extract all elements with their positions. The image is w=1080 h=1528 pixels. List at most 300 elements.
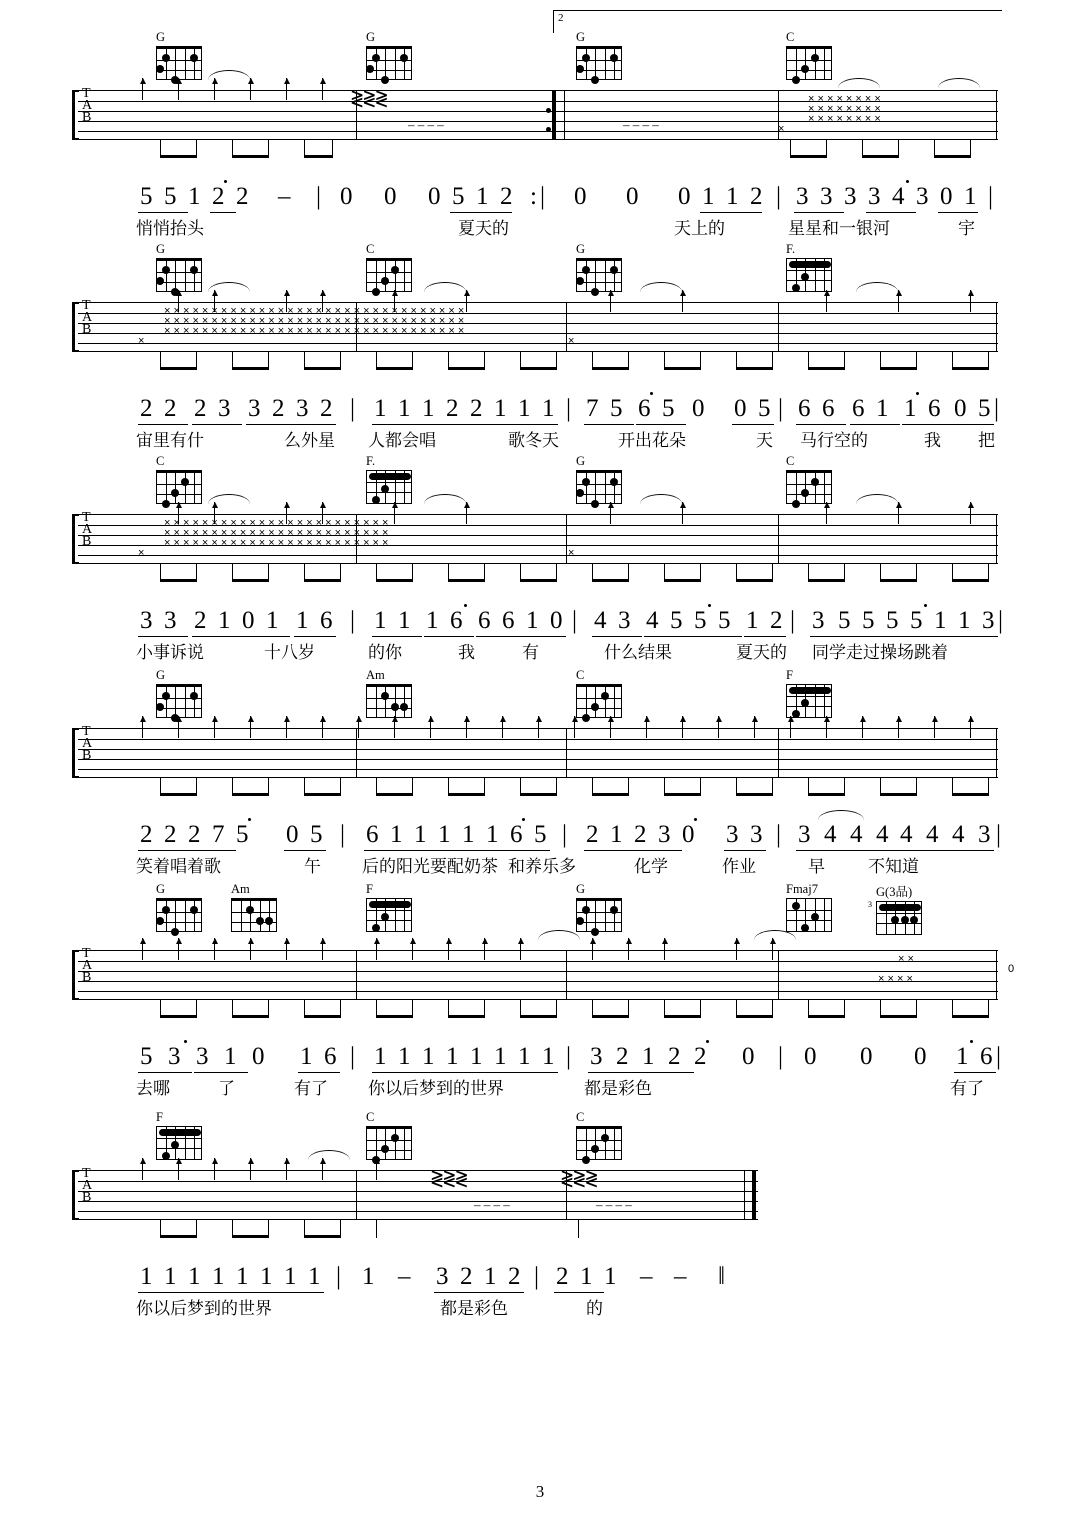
note-number: 5 [236,821,249,848]
note-number: 2 [750,183,763,210]
chord-name: G [156,882,166,896]
note-number: 0 [734,395,747,422]
rhythm-beam [448,1015,485,1018]
strum-arrow-up [772,938,773,960]
strum-arrow-up [142,938,143,960]
note-number: 1 [300,1043,313,1070]
note-number: 3 [844,183,857,210]
strum-arrow-up [178,716,179,738]
chord-diagram [576,454,622,504]
strum-arrow-up [286,290,287,312]
note-number: 5 [694,607,707,634]
note-number: 1 [284,1263,297,1290]
strum-arrow-up [214,78,215,100]
note-number: 2 [556,1263,569,1290]
note-number: 1 [266,607,279,634]
note-number: 6 [798,395,811,422]
note-number: 3 [812,607,825,634]
strum-arrow-up [394,502,395,524]
chord-diagram [366,454,412,504]
note-number: 1 [462,821,475,848]
note-number: 5 [140,183,153,210]
slur [856,494,898,504]
chord-diagram [156,1110,202,1160]
strum-arrow-up [430,716,431,738]
chord-diagram [156,454,202,504]
note-number: 1 [236,1263,249,1290]
note-number: 1 [904,395,917,422]
note-number: 6 [510,821,523,848]
strum-arrow-up [250,938,251,960]
mute-marks: × × × × × × × × × × × × × × × × × × × × × × × × [164,537,389,549]
note-number: 0 [252,1043,265,1070]
note-number: 6 [852,395,865,422]
chord-diagram [786,454,832,504]
note-number: 0 [742,1043,755,1070]
strum-arrow-up [862,716,863,738]
mute-mark: × [568,335,575,347]
rhythm-beam [448,579,485,582]
lyric: 么外星 [284,431,335,451]
rhythm-beam [232,579,269,582]
note-number: 2 [694,1043,707,1070]
lyric-row [78,430,998,454]
note-number: 3 [868,183,881,210]
rhythm-beam [808,579,845,582]
mute-marks: × × × × × × × × × × × × × × × × × × × × × × × × [164,517,389,529]
barline-text: | [776,183,782,210]
lyric: 宇 [958,219,975,239]
mute-marks: × × × × × × × × × × × × × × × × × × × × × × × × [164,527,389,539]
barline [564,90,565,140]
sustain-mark: – [278,183,291,210]
rhythm-beam [736,1015,773,1018]
note-number: 3 [168,1043,181,1070]
note-number: 5 [310,821,323,848]
strum-arrow-up [322,78,323,100]
strum-arrow-up [412,938,413,960]
barline [356,514,357,564]
rhythm-beam [952,367,989,370]
rhythm-beam [952,579,989,582]
rhythm-beam [160,793,197,796]
barline [566,728,567,778]
lyric: 悄悄抬头 [136,219,204,239]
chord-name: G [576,454,586,468]
note-number: 1 [414,821,427,848]
slur [938,78,980,88]
lyric: 你以后梦到的世界 [368,1079,504,1099]
lyric: 有 [522,643,539,663]
staff-brace [72,90,79,140]
chord-diagram [576,30,622,80]
mute-marks: × × × × × × × × × × × × × × × × × × × × × × × × × × × × × × × × [164,325,465,337]
note-number: 2 [188,821,201,848]
rhythm-beam [376,793,413,796]
strum-arrow-up [898,502,899,524]
note-number: 3 [820,183,833,210]
barline [996,302,997,352]
rhythm-beam [376,1015,413,1018]
sustain-mark: – [674,1263,687,1290]
note-number: 1 [260,1263,273,1290]
lyric: 了 [218,1079,235,1099]
chord-name: G(3品) [876,885,913,899]
number-notation-row [78,821,1002,848]
chord-name: G [576,242,586,256]
chord-diagram [366,30,412,80]
note-number: 3 [590,1043,603,1070]
chord-name: G [156,668,166,682]
strum-arrow-up [682,716,683,738]
rhythm-beam [160,1015,197,1018]
strum-arrow-up [538,716,539,738]
lyric-row [78,1298,998,1322]
arpeggio-squiggle: ≷≷≷ [560,1166,597,1191]
note-number: 2 [446,395,459,422]
note-number: 3 [218,395,231,422]
arpeggio-squiggle: ≷≷≷ [430,1166,467,1191]
note-number: 1 [212,1263,225,1290]
barline [778,950,779,1000]
rhythm-beam [448,793,485,796]
sustain-dash: – – – – [474,1197,510,1212]
strum-arrow-up [250,1158,251,1180]
barline-text: | [994,395,1000,422]
strum-arrow-up [322,502,323,524]
rhythm-beam [790,155,827,158]
rhythm-beam [862,155,899,158]
note-number: 6 [822,395,835,422]
rhythm-beam [664,1015,701,1018]
barline-text: | [778,1043,784,1070]
number-notation-row [78,607,1004,634]
strum-arrow-up [286,716,287,738]
note-number: 4 [876,821,889,848]
note-number: 6 [980,1043,993,1070]
chord-diagram [576,668,622,718]
note-number: 5 [886,607,899,634]
strum-arrow-up [214,716,215,738]
note-number: 1 [224,1043,237,1070]
note-number: 6 [320,607,333,634]
lyric: 的 [586,1299,603,1319]
lyric: 和养乐多 [508,857,576,877]
rhythm-beam [880,579,917,582]
strum-arrow-up [826,290,827,312]
strum-arrow-up [466,716,467,738]
barline-text: | [350,1043,356,1070]
note-number: 2 [164,821,177,848]
note-number: 0 [804,1043,817,1070]
note-number: 2 [586,821,599,848]
note-number: 1 [374,607,387,634]
sustain-dash: – – – – [408,117,444,132]
strum-arrow-up [610,290,611,312]
rhythm-beam [808,1015,845,1018]
rhythm-beam [952,1015,989,1018]
strum-arrow-up [214,290,215,312]
barline [566,514,567,564]
chord-name: G [576,882,586,896]
rhythm-beam [232,367,269,370]
strum-arrow-up [142,78,143,100]
rhythm-beam [934,155,971,158]
note-number: 1 [476,183,489,210]
tab-clef: T A B [82,298,93,337]
tab-staff [78,946,998,1000]
page-number: 3 [535,1482,545,1501]
chord-name: C [786,30,795,44]
note-number: 0 [940,183,953,210]
lyric: 你以后梦到的世界 [136,1299,272,1319]
chord-diagram [868,882,922,935]
barline [356,950,357,1000]
tab-clef: T A B [82,510,93,549]
rhythm-beam [160,155,197,158]
staff-brace [72,514,79,564]
chord-diagram [786,882,832,932]
strum-arrow-up [394,290,395,312]
note-number: 1 [518,1043,531,1070]
strum-arrow-up [286,502,287,524]
strum-arrow-up [574,716,575,738]
slur [208,282,250,292]
barline-text: | [790,607,796,634]
sustain-mark: – [398,1263,411,1290]
note-number: 0 [550,607,563,634]
strum-arrow-up [286,1158,287,1180]
note-number: 1 [726,183,739,210]
note-number: 1 [494,395,507,422]
strum-arrow-up [142,1158,143,1180]
strum-arrow-up [754,716,755,738]
note-number: 2 [272,395,285,422]
note-number: 5 [838,607,851,634]
chord-name: F [156,1110,163,1124]
lyric: 的你 [368,643,402,663]
note-number: 7 [586,395,599,422]
note-number: 0 [384,183,397,210]
barline-text: | [778,395,784,422]
barline-text: | [566,395,572,422]
note-number: 0 [914,1043,927,1070]
lyric: 马行空的 [800,431,868,451]
note-number: 6 [478,607,491,634]
rhythm-beam [160,579,197,582]
barline-text: | [562,821,568,848]
chord-name: G [156,242,166,256]
lyric: 后的阳光要配奶茶 [362,857,498,877]
strum-arrow-up [826,502,827,524]
strum-arrow-up [898,290,899,312]
note-number: 3 [164,607,177,634]
number-notation-row [78,184,998,210]
note-number: 4 [892,183,905,210]
strum-arrow-up [718,716,719,738]
strum-arrow-up [178,78,179,100]
chord-name: G [156,30,166,44]
note-number: 5 [452,183,465,210]
rhythm-beam [520,579,557,582]
barline-text: | [534,1263,540,1290]
note-number: 4 [824,821,837,848]
note-number: 2 [194,607,207,634]
note-number: 2 [194,395,207,422]
note-number: 2 [470,395,483,422]
slur [424,494,466,504]
strum-arrow-up [970,290,971,312]
lyric: 我 [924,431,941,451]
chord-name: C [576,668,585,682]
rhythm-stem [376,1220,377,1238]
strum-arrow-up [970,716,971,738]
lyric: 夏天的 [736,643,787,663]
note-number: 0 [682,821,695,848]
lyric: 去哪 [136,1079,170,1099]
note-number: 5 [862,607,875,634]
slur [640,282,682,292]
strum-arrow-up [466,502,467,524]
note-number: 3 [436,1263,449,1290]
chord-name: C [576,1110,585,1124]
strum-arrow-up [178,290,179,312]
slur [208,70,250,80]
barline [356,1170,357,1220]
note-number: 1 [526,607,539,634]
lyric: 都是彩色 [584,1079,652,1099]
note-number: 1 [422,1043,435,1070]
note-number: 1 [218,607,231,634]
rhythm-beam [304,793,341,796]
note-number: 3 [750,821,763,848]
lyric: 早 [808,857,825,877]
rhythm-beam [592,579,629,582]
note-number: 3 [796,183,809,210]
mute-mark: 0 [1008,963,1015,975]
barline [778,302,779,352]
note-number: 0 [692,395,705,422]
rhythm-beam [952,793,989,796]
note-number: 0 [860,1043,873,1070]
tab-clef: T A B [82,1166,93,1205]
note-number: 1 [188,1263,201,1290]
note-number: 1 [374,395,387,422]
note-number: 3 [982,607,995,634]
rhythm-beam [592,367,629,370]
lyric: 夏天的 [458,219,509,239]
lyric-row [78,856,998,880]
strum-arrow-up [322,716,323,738]
mute-mark: × [138,547,145,559]
chord-diagram [786,30,832,80]
chord-diagram [576,882,622,932]
chord-name: G [576,30,586,44]
rhythm-beam [160,1235,197,1238]
slur [424,282,466,292]
barline [566,1170,567,1220]
note-number: 6 [324,1043,337,1070]
note-number: 5 [534,821,547,848]
rhythm-beam [808,793,845,796]
note-number: 1 [308,1263,321,1290]
chord-diagram [576,242,622,292]
note-number: 2 [320,395,333,422]
note-number: 4 [952,821,965,848]
note-number: 5 [140,1043,153,1070]
strum-arrow-up [826,716,827,738]
note-number: 1 [518,395,531,422]
strum-arrow-up [286,78,287,100]
note-number: 0 [242,607,255,634]
arpeggio-squiggle: ≷≷≷ [350,86,387,111]
chord-name: C [366,242,375,256]
note-number: 0 [428,183,441,210]
note-number: 1 [438,821,451,848]
barline [996,90,997,140]
note-number: 4 [646,607,659,634]
barline-text: | [350,395,356,422]
lyric: 把 [978,431,995,451]
number-notation-row [78,396,998,422]
sustain-dash: – – – – [596,1197,632,1212]
note-number: 1 [958,607,971,634]
strum-arrow-up [214,1158,215,1180]
rhythm-beam [880,367,917,370]
note-number: 1 [580,1263,593,1290]
number-notation-row [78,1043,1002,1070]
barline-text: | [540,183,546,210]
chord-diagram [366,882,412,932]
chord-diagram [366,242,412,292]
note-number: 1 [956,1043,969,1070]
barline [356,302,357,352]
barline-text: | [988,183,994,210]
strum-arrow-up [376,938,377,960]
slur [838,78,880,88]
note-number: 6 [450,607,463,634]
lyric: 作业 [722,857,756,877]
rhythm-beam [232,1235,269,1238]
sustain-dash: – – – – [623,117,659,132]
mute-mark: × [138,335,145,347]
mute-marks: × × × × × × × × × × × × × × × × × × × × × × × × × × × × × × × × [164,315,465,327]
note-number: 1 [398,395,411,422]
note-number: 3 [140,607,153,634]
lyric: 我 [458,643,475,663]
barline [356,728,357,778]
note-number: 1 [470,1043,483,1070]
lyric: 星星和一银河 [788,219,890,239]
note-number: 1 [398,1043,411,1070]
chord-diagram [231,882,277,932]
mute-marks: × × × × × × × × [808,103,881,115]
slur [308,1150,350,1160]
note-number: 6 [502,607,515,634]
rhythm-beam [232,155,269,158]
barline [744,1170,745,1220]
strum-arrow-up [484,938,485,960]
mute-mark: × [778,123,785,135]
strum-arrow-up [214,938,215,960]
note-number: 1 [374,1043,387,1070]
rhythm-beam [664,579,701,582]
strum-arrow-up [520,938,521,960]
rhythm-beam [880,793,917,796]
note-number: 1 [296,607,309,634]
note-number: 2 [500,183,513,210]
note-number: 1 [494,1043,507,1070]
